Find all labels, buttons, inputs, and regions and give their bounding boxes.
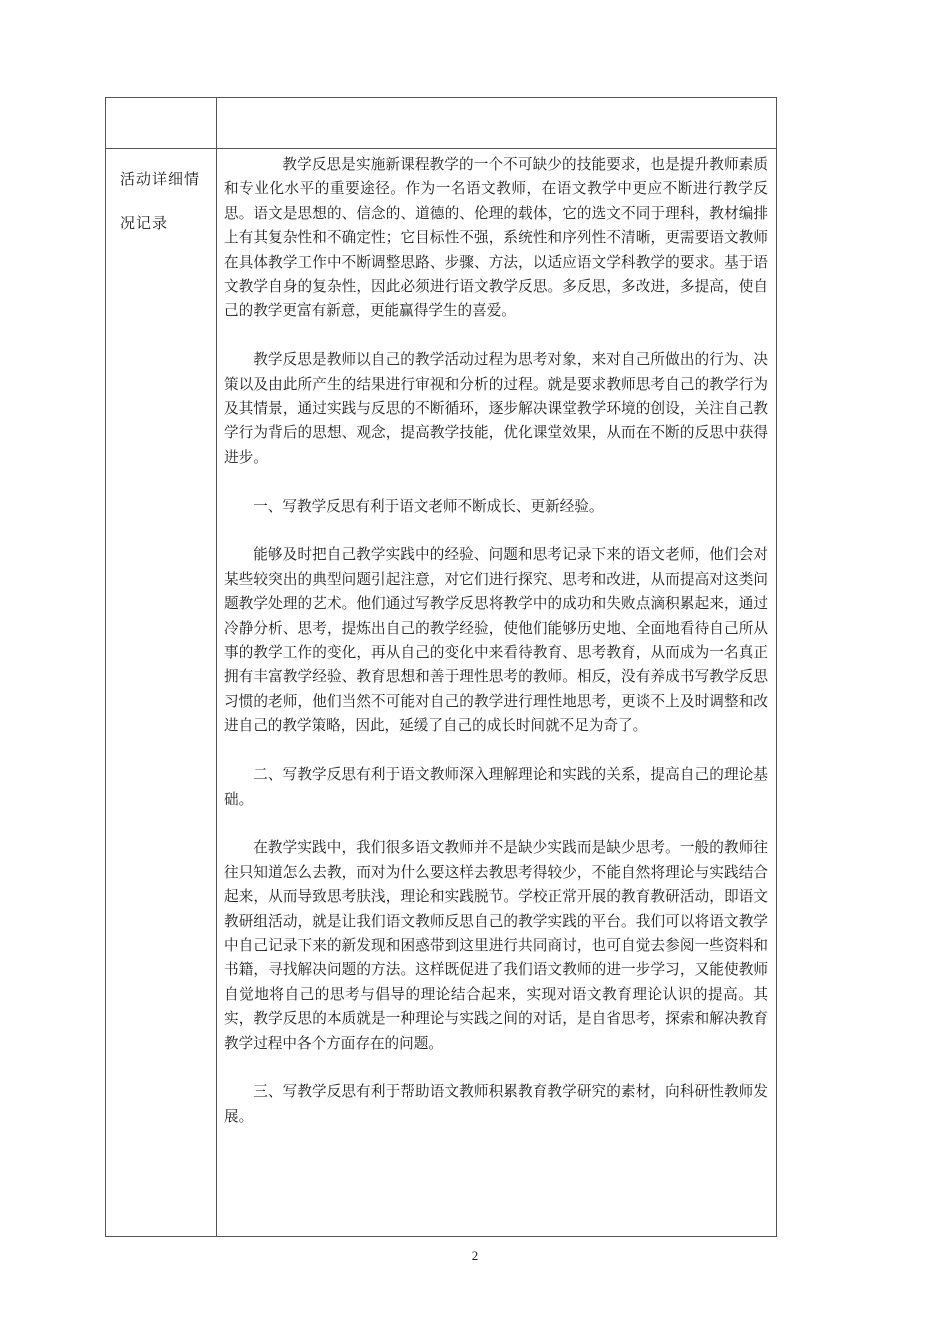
page-number: 2	[471, 1248, 479, 1263]
heading-point-three: 三、写教学反思有利于帮助语文教师积累教育教学研究的素材，向科研性教师发展。	[224, 1083, 768, 1125]
heading-point-one: 一、写教学反思有利于语文老师不断成长、更新经验。	[253, 497, 604, 515]
paragraph-intro: 教学反思是实施新课程教学的一个不可缺少的技能要求，也是提升教师素质和专业化水平的重要途径。作为一名语文教师，在语文教学中更应不断进行教学反思。语文是思想的、信念的、道德的、伦理的载体，它的选文不同于理科，教材编排上有其复杂性和不确定性；它目标性不强，系统性和序列性不清晰，更需要语文教师在具体教学工作中不断调整思路、步骤、方法，以适应语文学科教学的要求。基于语文教学自身的复杂性，因此必须进行语文教学反思。多反思，多改进，多提高，使自己的教学更富有新意，更能赢得学生的喜爱。	[224, 156, 768, 320]
paragraph-definition: 教学反思是教师以自己的教学活动过程为思考对象，来对自己所做出的行为、决策以及由此所产生的结果进行审视和分析的过程。就是要求教师思考自己的教学行为及其情景，通过实践与反思的不断循环，逐步解决课堂教学环境的创设，关注自己教学行为背后的思想、观念，提高教学技能，优化课堂效果，从而在不断的反思中获得进步。	[224, 351, 768, 466]
activity-record-label	[106, 149, 216, 245]
paragraph-point-two: 在教学实践中，我们很多语文教师并不是缺少实践而是缺少思考。一般的教师往往只知道怎么去教，而对为什么要这样去教思考得较少，不能自然将理论与实践结合起来，从而导致思考肤浅，理论和实践脱节。学校正常开展的教育教研活动，即语文教研组活动，就是让我们语文教师反思自己的教学实践的平台。我们可以将语文教学中自己记录下来的新发现和困惑带到这里进行共同商讨，也可自觉去参阅一些资料和书籍，寻找解决问题的方法。这样既促进了我们语文教师的进一步学习，又能使教师自觉地将自己的思考与倡导的理论结合起来，实现对语文教育理论认识的提高。其实，教学反思的本质就是一种理论与实践之间的对话，是自省思考，探索和解决教育教学过程中各个方面存在的问题。	[224, 839, 768, 1052]
label-line-1: 活动详细情	[120, 170, 201, 188]
activity-record-content	[217, 149, 776, 1154]
heading-point-two: 二、写教学反思有利于语文教师深入理解理论和实践的关系，提高自己的理论基础。	[224, 766, 768, 808]
record-table	[105, 97, 777, 1237]
paragraph-point-one: 能够及时把自己教学实践中的经验、问题和思考记录下来的语文老师，他们会对某些较突出的典型问题引起注意，对它们进行探究、思考和改进，从而提高对这类问题教学处理的艺术。他们通过写教学反思将教学中的成功和失败点滴积累起来，通过冷静分析、思考，提炼出自己的教学经验，使他们能够历史地、全面地看待自己所从事的教学工作的变化，再从自己的变化中来看待教育、思考教育，从而成为一名真正拥有丰富教学经验、教育思想和善于理性思考的教师。相反，没有养成书写教学反思习惯的老师，他们当然不可能对自己的教学进行理性地思考，更谈不上及时调整和改进自己的教学策略，因此，延缓了自己的成长时间就不足为奇了。	[224, 546, 768, 735]
label-line-2: 况记录	[120, 214, 169, 232]
